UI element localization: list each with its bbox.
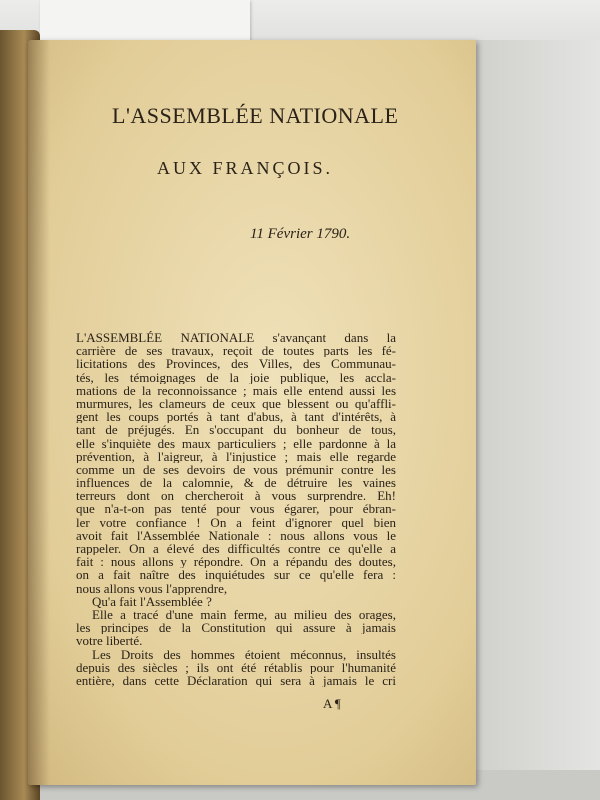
text-line: entière, dans cette Déclaration qui sera à jamais le cri	[76, 673, 396, 688]
page-title: L'ASSEMBLÉE NATIONALE	[112, 103, 399, 128]
text-line: elle s'inquiète des maux particuliers ; elle pardonne à la	[76, 436, 396, 450]
body-text	[76, 331, 396, 687]
text-line: Elle a tracé d'une main ferme, au milieu des orages,	[92, 607, 396, 622]
text-line: murmures, les clameurs de ceux que blessent ou qu'affli-	[76, 396, 396, 411]
text-line: terreurs dont on chercheroit à vous surprendre. Eh!	[76, 489, 396, 503]
text-line: avoit fait l'Assemblée Nationale : nous allons vous le	[76, 528, 396, 542]
page-subtitle: AUX FRANÇOIS.	[156, 158, 334, 178]
text-line: Les Droits des hommes étoient méconnus, insultés	[92, 647, 396, 661]
text-line: tés, les témoignages de la joie publique, les accla-	[76, 370, 396, 384]
text-line: que n'a-t-on pas tenté pour vous égarer, pour ébran-	[76, 502, 396, 516]
text-line: on a fait naître des inquiétudes sur ce qu'elle fera :	[76, 568, 396, 582]
text-line: rappeler. On a élevé des difficultés contre ce qu'elle a	[76, 542, 396, 556]
text-line: Qu'a fait l'Assemblée ?	[92, 594, 212, 608]
text-line: nous allons vous l'apprendre,	[76, 581, 228, 595]
text-line: influences de la calomnie, & de détruire les vaines	[76, 476, 396, 490]
text-line: comme un de ses devoirs de vous prémunir contre les	[76, 462, 396, 477]
background-right	[470, 40, 600, 800]
text-line: depuis des siècles ; ils ont été rétablis pour l'humanité	[76, 660, 396, 674]
text-line: carrière de ses travaux, reçoit de toutes parts les fé-	[76, 344, 396, 358]
date-line: 11 Février 1790.	[250, 226, 351, 242]
text-line: L'ASSEMBLÉE NATIONALE s'avançant dans la	[76, 331, 396, 345]
text-line: gent les coups portés à tant d'abus, à tant d'intérêts, à	[76, 410, 396, 424]
text-line: les principes de la Constitution qui assure à jamais	[76, 621, 396, 635]
signature-mark: A ¶	[323, 696, 341, 711]
text-line: tant de préjugés. En s'occupant du bonheur de tous,	[76, 423, 396, 437]
page-gutter-shadow	[28, 40, 50, 785]
text-line: fait : nous allons y répondre. On a répandu des doutes,	[76, 555, 396, 569]
text-line: ler votre confiance ! On a feint d'ignorer quel bien	[76, 515, 396, 529]
text-line: prévention, à l'aigreur, à l'injustice ; mais elle regarde	[76, 449, 396, 463]
text-line: mations de la reconnoissance ; mais elle entend aussi les	[76, 383, 396, 397]
text-line: votre liberté.	[76, 634, 143, 648]
text-line: licitations des Provinces, des Villes, des Communau-	[76, 357, 396, 371]
